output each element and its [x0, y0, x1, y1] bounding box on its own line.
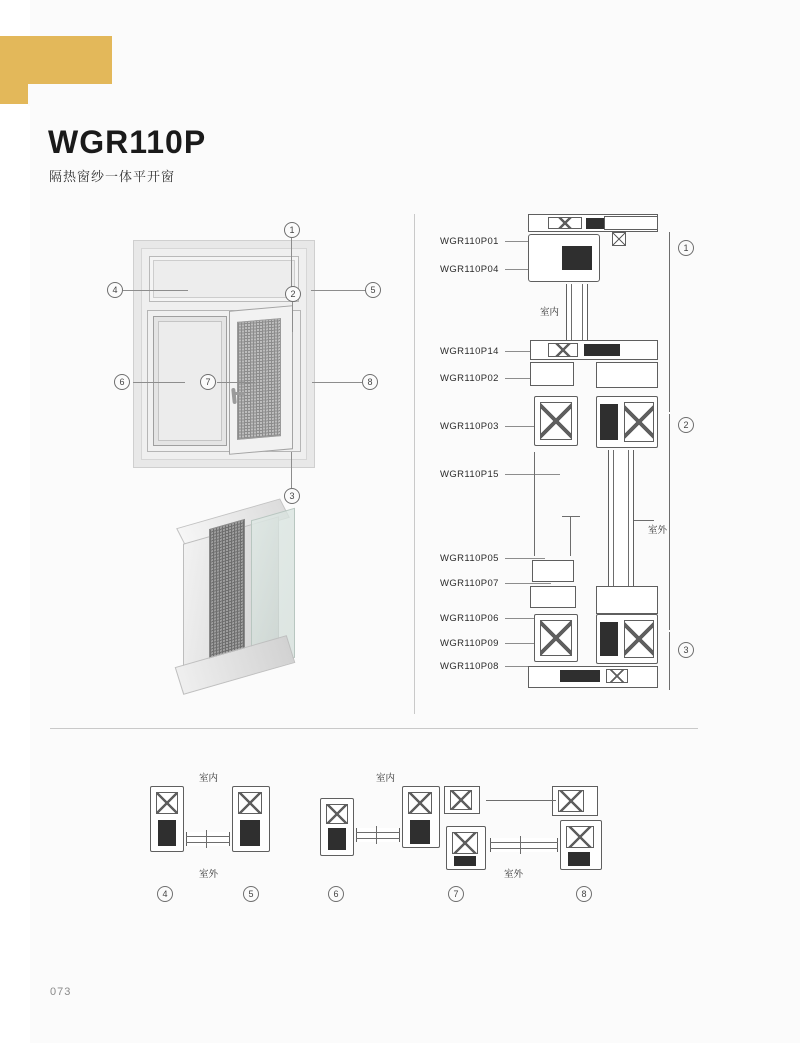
page-number: 073 [50, 986, 72, 998]
callout-2: 2 [285, 286, 301, 302]
mid-right-frame [596, 362, 658, 388]
bottom-right-outdoor-label: 室外 [504, 869, 524, 880]
profile-label-wgr110p08: WGR110P08 [440, 661, 499, 672]
mid-hatch-a [548, 343, 578, 357]
profile-label-wgr110p06: WGR110P06 [440, 613, 499, 624]
bottom-right-indoor-label: 室内 [376, 773, 396, 784]
leader-line-2 [292, 302, 293, 332]
label-leader-6 [505, 474, 560, 475]
bottom-marker-6: 6 [328, 886, 344, 902]
leader-line-8 [312, 382, 362, 383]
br-cavity-left [328, 828, 346, 850]
window-screen-mesh [237, 318, 281, 440]
gold-corner-notch [0, 84, 28, 104]
bl-cavity-right [240, 820, 260, 846]
sill-right-cavity [600, 622, 618, 656]
profile-label-wgr110p02: WGR110P02 [440, 373, 499, 384]
br-glass-right-pane-b [490, 848, 558, 849]
br-spacer-right [520, 836, 521, 854]
center-divider-cap [562, 516, 580, 517]
sash-right-cavity [600, 404, 618, 440]
leader-line-4 [123, 290, 188, 291]
profile-label-wgr110p01: WGR110P01 [440, 236, 499, 247]
section-marker-3: 3 [678, 642, 694, 658]
window-handle-grip [234, 392, 245, 395]
bl-glass-pane-b [186, 842, 230, 843]
callout-6: 6 [114, 374, 130, 390]
leader-line-7 [217, 382, 255, 383]
window-illustration [133, 240, 315, 468]
callout-1: 1 [284, 222, 300, 238]
callout-7: 7 [200, 374, 216, 390]
br-glass-left-pane-a [356, 832, 400, 833]
br-top-rail [486, 800, 556, 801]
bl-spacer [206, 830, 207, 848]
callout-8: 8 [362, 374, 378, 390]
sill-left-hatch [540, 620, 572, 656]
br-glass-left-pane-b [356, 838, 400, 839]
bl-hatch-left [156, 792, 178, 814]
horizontal-divider [50, 728, 698, 729]
section-marker-2: 2 [678, 417, 694, 433]
profile-label-wgr110p07: WGR110P07 [440, 578, 499, 589]
lower-right-frame [596, 586, 658, 614]
bl-glass-pane-a [186, 836, 230, 837]
indoor-label-top: 室内 [540, 307, 560, 318]
br-cavity-mullion-b [454, 856, 476, 866]
br-spacer-left [376, 826, 377, 844]
glass-main-pane-a [613, 450, 614, 606]
bottom-marker-7: 7 [448, 886, 464, 902]
br-hatch-mullion-b [452, 832, 478, 854]
profile-label-wgr110p15: WGR110P15 [440, 469, 499, 480]
profile-label-wgr110p09: WGR110P09 [440, 638, 499, 649]
label-leader-9 [505, 618, 537, 619]
br-hatch-right [566, 826, 594, 848]
section-range-1 [669, 232, 670, 412]
profile-label-wgr110p05: WGR110P05 [440, 553, 499, 564]
bottom-marker-5: 5 [243, 886, 259, 902]
outdoor-label-mid: 室外 [648, 525, 668, 536]
callout-5: 5 [365, 282, 381, 298]
br-hatch-mullion-a [408, 792, 432, 814]
label-leader-8 [505, 583, 551, 584]
label-leader-7 [505, 558, 545, 559]
glass-upper-pane-a [571, 284, 572, 346]
vertical-divider [414, 214, 415, 714]
profile-label-wgr110p03: WGR110P03 [440, 421, 499, 432]
sash-right-hatch [624, 402, 654, 442]
section-range-3 [669, 632, 670, 690]
page-subtitle: 隔热窗纱一体平开窗 [49, 169, 176, 184]
sash-left-hatch [540, 402, 572, 440]
lower-left-bracket [532, 560, 574, 582]
window-transom-glass [153, 260, 295, 298]
bl-hatch-right [238, 792, 262, 814]
br-glazing-left [356, 828, 400, 842]
section-range-2 [669, 414, 670, 630]
leader-line-3 [291, 452, 292, 488]
br-head-hatch [450, 790, 472, 810]
section-marker-1: 1 [678, 240, 694, 256]
bottom-marker-8: 8 [576, 886, 592, 902]
br-hatch-left [326, 804, 348, 824]
profile-label-wgr110p14: WGR110P14 [440, 346, 499, 357]
head-frame-cavity [562, 246, 592, 270]
callout-3: 3 [284, 488, 300, 504]
mid-thermal-break [584, 344, 620, 356]
sill-bottom-break [560, 670, 600, 682]
glass-main [608, 450, 634, 606]
corner-cutout [28, 84, 112, 106]
head-hatch-b [612, 232, 626, 246]
leader-line-6 [133, 382, 185, 383]
head-cover-right [604, 216, 658, 230]
bottom-marker-4: 4 [157, 886, 173, 902]
bottom-left-outdoor-label: 室外 [199, 869, 219, 880]
left-margin-band [0, 0, 30, 1043]
glass-main-pane-b [628, 450, 629, 606]
outdoor-leader [634, 520, 654, 521]
br-hatch-top-right [558, 790, 584, 812]
profile-3d-render [165, 500, 320, 690]
glass-upper [566, 284, 588, 346]
lower-left-frame [530, 586, 576, 608]
mid-left-frame [530, 362, 574, 386]
profile-3d-screen-mesh [209, 519, 245, 669]
head-hatch-a [548, 217, 582, 229]
glass-upper-pane-b [582, 284, 583, 346]
br-glass-right-pane-a [490, 842, 558, 843]
sill-right-hatch [624, 620, 654, 658]
sill-bottom-hatch [606, 669, 628, 683]
label-leader-5 [505, 426, 535, 427]
profile-label-wgr110p04: WGR110P04 [440, 264, 499, 275]
center-divider-line [570, 516, 571, 556]
br-cavity-right [568, 852, 590, 866]
leader-line-5 [311, 290, 367, 291]
br-cavity-mullion-a [410, 820, 430, 844]
gold-corner-mark [0, 36, 112, 84]
br-glazing-right [490, 838, 558, 852]
bottom-left-indoor-label: 室内 [199, 773, 219, 784]
bl-cavity-left [158, 820, 176, 846]
screen-mesh-line [534, 452, 535, 556]
bl-glazing [186, 832, 230, 846]
page-title: WGR110P [48, 124, 207, 160]
callout-4: 4 [107, 282, 123, 298]
